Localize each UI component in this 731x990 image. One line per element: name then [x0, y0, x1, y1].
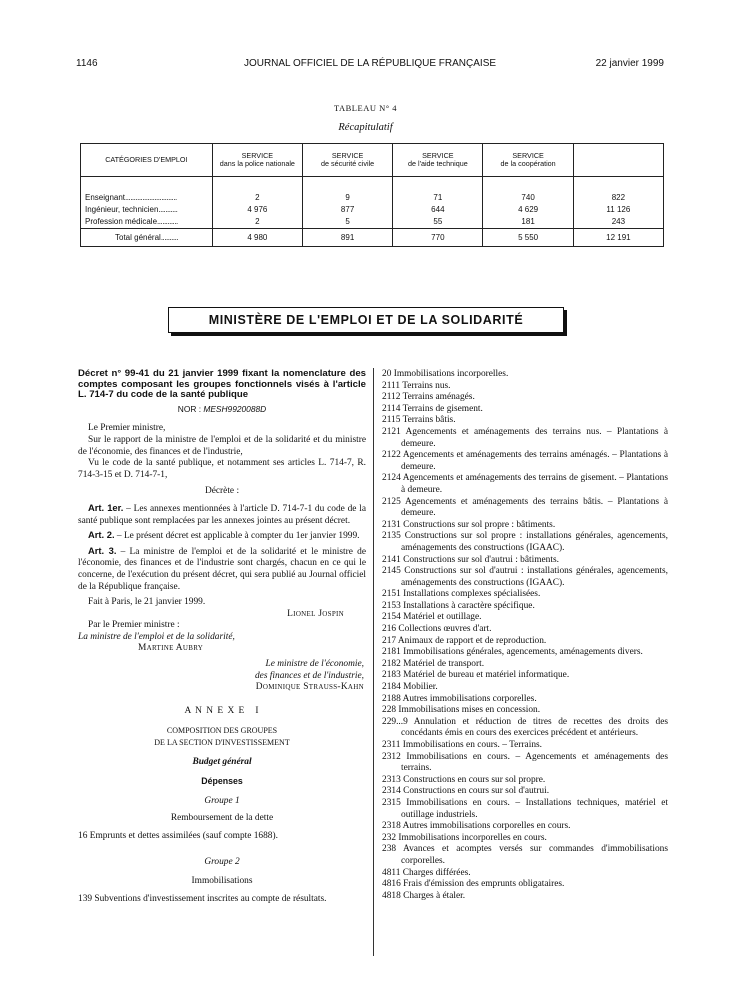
account-item: 2182 Matériel de transport.	[382, 658, 485, 669]
account-item: 4816 Frais d'émission des emprunts obligataires.	[382, 879, 565, 890]
ministre-economie-name: Dominique Strauss-Kahn	[255, 682, 364, 693]
account-item: 2154 Matériel et outillage.	[382, 612, 482, 623]
table-row: Ingénieur, technicien........... 4 976 877 644 4 629 11 126	[81, 204, 664, 216]
account-item: 20 Immobilisations incorporelles.	[382, 369, 509, 379]
account-item: 228 Immobilisations mises en concession.	[382, 705, 541, 716]
composition-line-2: DE LA SECTION D'INVESTISSEMENT	[154, 738, 290, 748]
page-number: 1146	[76, 58, 98, 69]
account-item: 229...9 Annulation et réduction de titres de recettes des droits des concédants émis en cours des exercices précédent et antérieurs.	[382, 716, 668, 739]
nor-reference: NOR : MESH9920088D	[177, 403, 267, 414]
ministre-economie-title-2: des finances et de l'industrie,	[254, 670, 364, 681]
account-item: 2153 Installations à caractère spécifique.	[382, 600, 535, 611]
account-item: 2122 Agencements et aménagements des terrains aménagés. – Plantations à demeure.	[382, 450, 668, 472]
budget-heading: Budget général	[192, 756, 252, 767]
ministre-emploi-name: Martine Aubry	[138, 643, 204, 654]
account-item: 2181 Immobilisations générales, agencements, aménagements divers.	[382, 647, 643, 658]
annexe-heading: A N N E X E I	[184, 705, 260, 716]
account-item: 2131 Constructions sur sol propre : bâtiments.	[382, 519, 556, 530]
ministre-emploi-title: La ministre de l'emploi et de la solidarité,	[78, 631, 235, 642]
journal-title: JOURNAL OFFICIEL DE LA RÉPUBLIQUE FRANÇAISE	[243, 58, 497, 69]
account-item: 4811 Charges différées.	[382, 867, 471, 878]
issue-date: 22 janvier 1999	[595, 58, 664, 69]
recap-table	[80, 143, 664, 247]
total-row: Total général.......... 4 980 891 770 5 550 12 191	[81, 229, 664, 247]
preamble-2: Sur le rapport de la ministre de l'emploi et de la solidarité et du ministre de l'économie, des finances et de l'industrie,	[78, 434, 366, 457]
account-item: 2311 Immobilisations en cours. – Terrains.	[382, 740, 542, 750]
account-item: 16 Emprunts et dettes assimilées (sauf compte 1688).	[78, 831, 278, 841]
depenses-heading: Dépenses	[201, 776, 243, 787]
column-header: SERVICE de l'aide technique	[393, 144, 483, 177]
column-header	[573, 144, 663, 177]
decret-title: Décret n° 99-41 du 21 janvier 1999 fixant la nomenclature des comptes composant les groupes fonctionnels visés à l'article L. 714-7 du code de la santé publique	[78, 368, 366, 401]
account-item: 2318 Autres immobilisations corporelles en cours.	[382, 821, 571, 832]
groupe-1-title: Remboursement de la dette	[170, 813, 274, 824]
account-item: 2125 Agencements et aménagements des terrains bâtis. – Plantations à demeure.	[382, 496, 668, 519]
account-item: 2135 Constructions sur sol propre : installations générales, agencements, aménagements des constructions (IGAAC).	[382, 531, 668, 553]
account-item: 216 Collections œuvres d'art.	[382, 624, 492, 635]
preamble-3: Vu le code de la santé publique, et notamment ses articles L. 714-7, R. 714-3-15 et D. 714-7-1,	[78, 458, 366, 480]
account-item: 2314 Constructions en cours sur sol d'autrui.	[382, 786, 550, 797]
account-item: 2141 Constructions sur sol d'autrui : bâtiments.	[382, 554, 559, 565]
signatory-prime-minister: Lionel Jospin	[287, 608, 344, 619]
column-header: SERVICE de sécurité civile	[302, 144, 392, 177]
account-item: 238 Avances et acomptes versés sur commandes d'immobilisations corporelles.	[382, 844, 668, 866]
decrete-label: Décrète :	[204, 486, 240, 497]
column-header: CATÉGORIES D'EMPLOI	[81, 144, 213, 177]
account-item: 2124 Agencements et aménagements des terrains de gisement. – Plantations à demeure.	[382, 473, 668, 495]
table-row: Profession médicale............ 2 5 55 181 243	[81, 216, 664, 229]
right-column	[382, 369, 668, 902]
account-item: 2312 Immobilisations en cours. – Agencements et aménagements des terrains.	[382, 751, 668, 774]
account-item: 2315 Immobilisations en cours. – Installations techniques, matériel et outillage industriels.	[382, 797, 668, 820]
account-item: 2115 Terrains bâtis.	[382, 415, 456, 426]
account-item: 217 Animaux de rapport et de reproduction.	[382, 635, 547, 646]
account-item: 2145 Constructions sur sol d'autrui : installations générales, agencements, aménagements des constructions (IGAAC).	[382, 566, 668, 588]
account-item: 232 Immobilisations incorporelles en cours.	[382, 832, 547, 843]
ministry-heading: MINISTÈRE DE L'EMPLOI ET DE LA SOLIDARITÉ	[168, 307, 564, 333]
account-item: 2313 Constructions en cours sur sol propre.	[382, 774, 546, 785]
account-item: 2188 Autres immobilisations corporelles.	[382, 693, 537, 704]
account-item: 2114 Terrains de gisement.	[382, 403, 483, 414]
composition-line-1: COMPOSITION DES GROUPES	[166, 726, 278, 736]
account-item: 2111 Terrains nus.	[382, 380, 451, 391]
column-divider	[373, 368, 374, 956]
account-item: 4818 Charges à étaler.	[382, 890, 466, 901]
preamble-1: Le Premier ministre,	[88, 423, 166, 434]
account-item: 2121 Agencements et aménagements des terrains nus. – Plantations à demeure.	[382, 426, 668, 449]
account-item: 2184 Mobilier.	[382, 682, 438, 693]
groupe-1-heading: Groupe 1	[204, 795, 240, 806]
article-3: Art. 3. – La ministre de l'emploi et de la solidarité et le ministre de l'économie, des finances et de l'industrie sont chargés, chacun en ce qui le concerne, de l'exécution du présent décret, qui sera publié au Journal officiel de la République française.	[78, 544, 366, 592]
table-subtitle: Récapitulatif	[338, 122, 393, 133]
article-1: Art. 1er. – Les annexes mentionnées à l'article D. 714-7-1 du code de la santé publique sont remplacées par les annexes jointes au présent décret.	[78, 501, 366, 526]
table-row: Enseignant.............................. 2 9 71 740 822	[81, 191, 664, 203]
left-column	[78, 369, 366, 905]
column-header: SERVICE de la coopération	[483, 144, 573, 177]
account-item: 139 Subventions d'investissement inscrites au compte de résultats.	[78, 893, 327, 904]
account-item: 2112 Terrains aménagés.	[382, 392, 475, 403]
ministre-economie-title-1: Le ministre de l'économie,	[265, 659, 364, 670]
column-header: SERVICE dans la police nationale	[212, 144, 302, 177]
account-item: 2183 Matériel de bureau et matériel informatique.	[382, 670, 570, 681]
groupe-2-heading: Groupe 2	[204, 856, 240, 867]
page-header	[76, 58, 664, 74]
account-item: 2151 Installations complexes spécialisées.	[382, 589, 541, 600]
par-le-premier-ministre: Par le Premier ministre :	[88, 620, 180, 631]
fait-line: Fait à Paris, le 21 janvier 1999.	[88, 597, 206, 608]
groupe-2-title: Immobilisations	[191, 876, 253, 887]
article-2: Art. 2. – Le présent décret est applicable à compter du 1er janvier 1999.	[88, 529, 360, 542]
table-title: TABLEAU N° 4	[333, 103, 398, 113]
